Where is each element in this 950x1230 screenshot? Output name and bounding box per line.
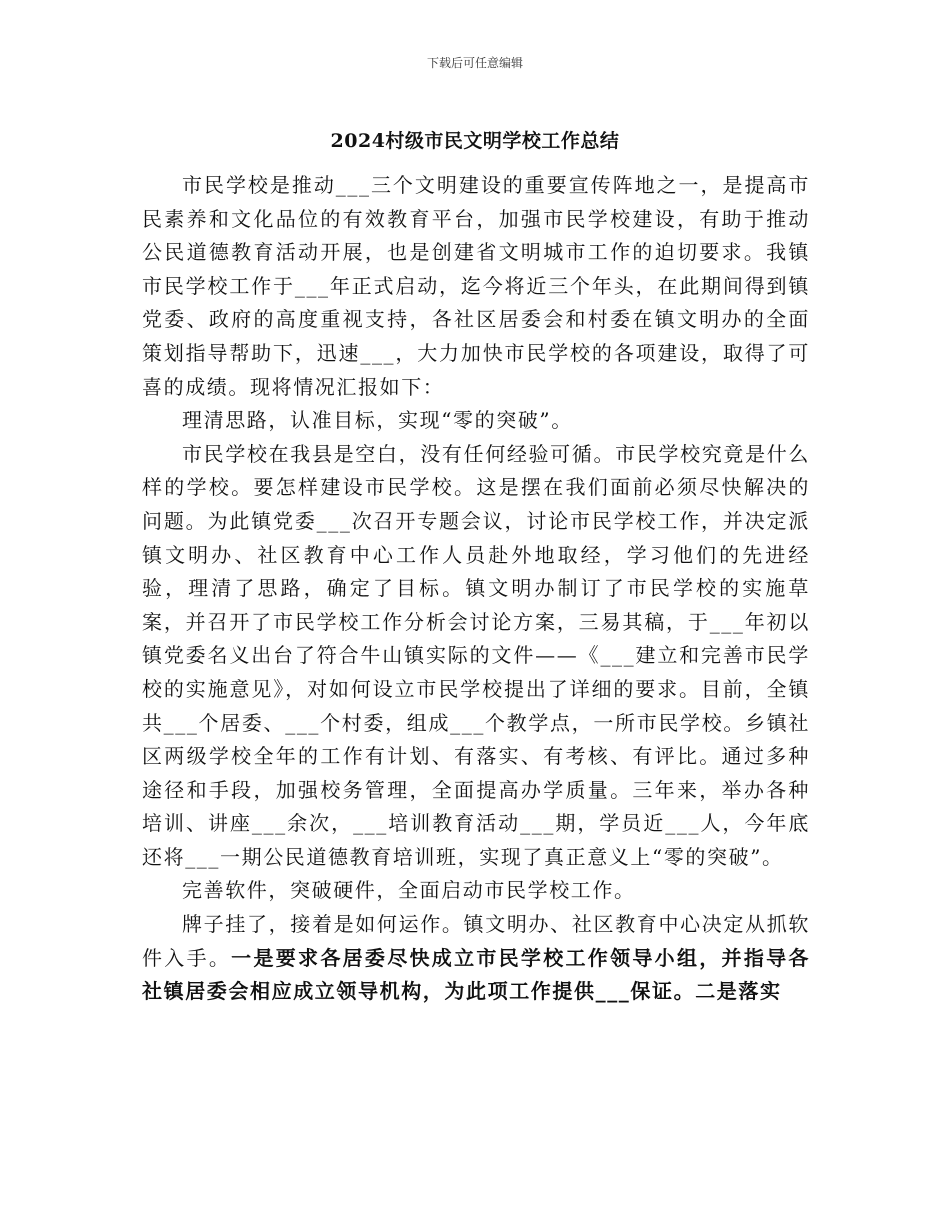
section-heading-1 [142,404,810,438]
paragraph-text: 牌子挂了，接着是如何运作。镇文明办、社区教育中心决定从抓软件入手。 [142,912,810,970]
paragraph-bold-text: 一是要求各居委尽快成立市民学校工作领导小组，并指导各社镇居委会相应成立领导机构，为此项工作提供___保证。二是落实 [142,945,810,1004]
header-note: 下载后可任意编辑 [426,56,523,70]
paragraph-text: 市民学校是推动___三个文明建设的重要宣传阵地之一，是提高市民素养和文化品位的有效教育平台，加强市民学校建设，有助于推动公民道德教育活动开展，也是创建省文明城市工作的迫切要求。我镇市民学校工作于___年正式启动，迄今将近三个年头，在此期间得到镇党委、政府的高度重视支持，各社区居委会和村委在镇文明办的全面策划指导帮助下，迅速___，大力加快市民学校的各项建设，取得了可喜的成绩。现将情况汇报如下： [142,173,810,399]
heading-text: 完善软件，突破硬件，全面启动市民学校工作。 [182,878,636,903]
paragraph-intro [142,169,810,404]
paragraph-text: 市民学校在我县是空白，没有任何经验可循。市民学校究竟是什么样的学校。要怎样建设市民学校。这是摆在我们面前必须尽快解决的问题。为此镇党委___次召开专题会议，讨论市民学校工作，并决定派镇文明办、社区教育中心工作人员赴外地取经，学习他们的先进经验，理清了思路，确定了目标。镇文明办制订了市民学校的实施草案，并召开了市民学校工作分析会讨论方案，三易其稿，于___年初以镇党委名义出台了符合牛山镇实际的文件——《___建立和完善市民学校的实施意见》，对如何设立市民学校提出了详细的要求。目前，全镇共___个居委、___个村委，组成___个教学点，一所市民学校。乡镇社区两级学校全年的工作有计划、有落实、有考核、有评比。通过多种途径和手段，加强校务管理，全面提高办学质量。三年来，举办各种培训、讲座___余次，___培训教育活动___期，学员近___人，今年底还将___一期公民道德教育培训班，实现了真正意义上“零的突破”。 [142,441,810,869]
section-heading-2 [142,874,810,908]
paragraph-section-2 [142,908,810,1009]
document-title: 2024村级市民文明学校工作总结 [330,130,620,152]
document-body [142,169,810,1009]
heading-text: 理清思路，认准目标，实现“零的突破”。 [182,408,573,433]
paragraph-section-1 [142,438,810,875]
